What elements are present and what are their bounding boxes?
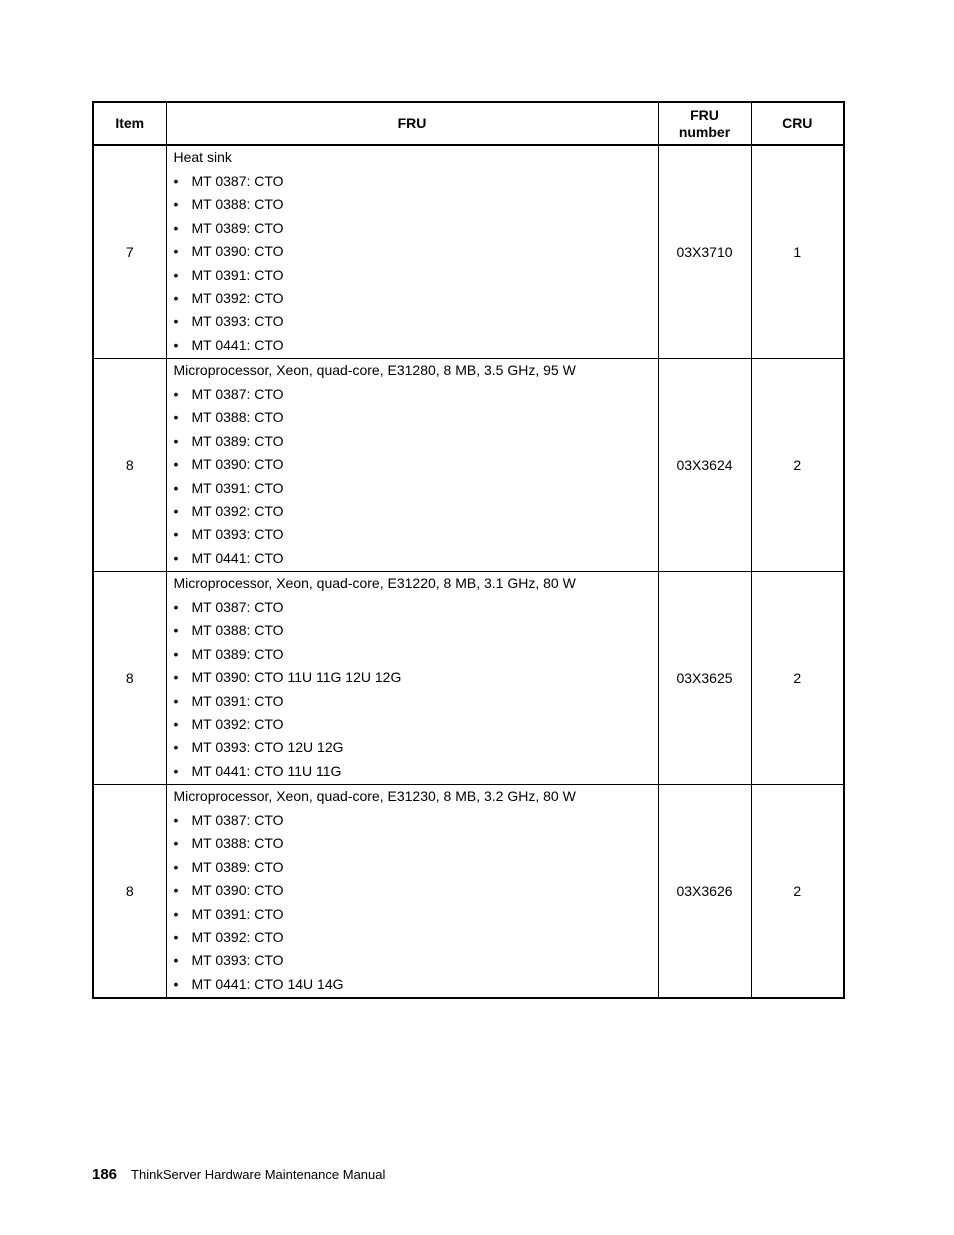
machine-type-text: MT 0388: CTO: [191, 622, 284, 639]
machine-type-text: MT 0393: CTO 12U 12G: [191, 739, 344, 756]
list-item: [174, 523, 654, 546]
machine-type-list: [174, 596, 654, 783]
list-item: [174, 477, 654, 500]
machine-type-text: MT 0389: CTO: [191, 219, 284, 236]
bullet-icon: •: [173, 928, 179, 945]
bullet-icon: •: [173, 952, 179, 969]
machine-type-text: MT 0392: CTO: [191, 289, 284, 306]
parts-table: [92, 101, 845, 999]
bullet-icon: •: [173, 762, 179, 779]
machine-type-text: MT 0391: CTO: [191, 266, 284, 283]
list-item: [174, 547, 654, 570]
machine-type-list: [174, 809, 654, 996]
machine-type-text: MT 0389: CTO: [191, 432, 284, 449]
bullet-icon: •: [173, 975, 179, 992]
table-row: [93, 785, 844, 999]
list-item: [174, 287, 654, 310]
list-item: [174, 240, 654, 263]
list-item: [174, 926, 654, 949]
fru-description: Microprocessor, Xeon, quad-core, E31230, 8 MB, 3.2 GHz, 80 W: [173, 788, 576, 804]
machine-type-text: MT 0390: CTO 11U 11G 12U 12G: [191, 669, 402, 686]
machine-type-list: [174, 383, 654, 570]
cell-fru-number: 03X3624: [658, 359, 751, 572]
machine-type-text: MT 0388: CTO: [191, 409, 284, 426]
cell-fru: [166, 572, 658, 785]
bullet-icon: •: [173, 739, 179, 756]
header-fru-number-line1: FRU: [690, 106, 719, 123]
bullet-icon: •: [173, 835, 179, 852]
machine-type-text: MT 0389: CTO: [191, 858, 284, 875]
list-item: [174, 856, 654, 879]
list-item: [174, 383, 654, 406]
list-item: [174, 949, 654, 972]
list-item: [174, 217, 654, 240]
list-item: [174, 973, 654, 996]
list-item: [174, 596, 654, 619]
machine-type-text: MT 0441: CTO 14U 14G: [191, 975, 344, 992]
machine-type-text: MT 0387: CTO: [191, 386, 284, 402]
machine-type-text: MT 0387: CTO: [191, 599, 284, 615]
bullet-icon: •: [173, 549, 179, 566]
list-item: [174, 760, 654, 783]
header-fru: FRU: [166, 102, 658, 145]
header-item: Item: [93, 102, 166, 145]
bullet-icon: •: [173, 243, 179, 260]
machine-type-text: MT 0388: CTO: [191, 196, 284, 213]
cell-fru: [166, 145, 658, 359]
manual-title: ThinkServer Hardware Maintenance Manual: [131, 1167, 386, 1182]
cell-fru: [166, 359, 658, 572]
page-footer: [92, 1165, 385, 1185]
machine-type-text: MT 0389: CTO: [191, 645, 284, 662]
machine-type-text: MT 0391: CTO: [191, 905, 284, 922]
bullet-icon: •: [173, 599, 179, 615]
machine-type-text: MT 0441: CTO 11U 11G: [191, 762, 342, 779]
list-item: [174, 879, 654, 902]
cell-fru-number: 03X3625: [658, 572, 751, 785]
bullet-icon: •: [173, 812, 179, 828]
bullet-icon: •: [173, 173, 179, 189]
bullet-icon: •: [173, 336, 179, 353]
bullet-icon: •: [173, 196, 179, 213]
cell-item: 8: [93, 359, 166, 572]
machine-type-text: MT 0391: CTO: [191, 479, 284, 496]
bullet-icon: •: [173, 432, 179, 449]
cell-cru: 2: [751, 785, 844, 999]
list-item: [174, 619, 654, 642]
machine-type-text: MT 0390: CTO: [191, 243, 284, 260]
bullet-icon: •: [173, 526, 179, 543]
bullet-icon: •: [173, 669, 179, 686]
list-item: [174, 193, 654, 216]
bullet-icon: •: [173, 692, 179, 709]
bullet-icon: •: [173, 622, 179, 639]
table-row: [93, 145, 844, 359]
bullet-icon: •: [173, 715, 179, 732]
list-item: [174, 430, 654, 453]
machine-type-text: MT 0388: CTO: [191, 835, 284, 852]
list-item: [174, 666, 654, 689]
machine-type-text: MT 0391: CTO: [191, 692, 284, 709]
bullet-icon: •: [173, 502, 179, 519]
page-number: 186: [92, 1166, 118, 1183]
bullet-icon: •: [173, 289, 179, 306]
list-item: [174, 903, 654, 926]
bullet-icon: •: [173, 479, 179, 496]
bullet-icon: •: [173, 386, 179, 402]
cell-fru-number: 03X3626: [658, 785, 751, 999]
machine-type-text: MT 0390: CTO: [191, 456, 284, 473]
cell-fru-number: 03X3710: [658, 145, 751, 359]
bullet-icon: •: [173, 266, 179, 283]
machine-type-text: MT 0441: CTO: [191, 549, 284, 566]
cell-cru: 2: [751, 572, 844, 785]
machine-type-text: MT 0387: CTO: [191, 812, 284, 828]
header-fru-number: [658, 102, 751, 145]
header-fru-number-line2: number: [678, 123, 731, 140]
machine-type-text: MT 0393: CTO: [191, 952, 284, 969]
machine-type-text: MT 0392: CTO: [191, 928, 284, 945]
list-item: [174, 690, 654, 713]
list-item: [174, 643, 654, 666]
list-item: [174, 334, 654, 357]
list-item: [174, 500, 654, 523]
bullet-icon: •: [173, 456, 179, 473]
cell-item: 7: [93, 145, 166, 359]
list-item: [174, 264, 654, 287]
list-item: [174, 832, 654, 855]
bullet-icon: •: [173, 313, 179, 330]
table-row: [93, 572, 844, 785]
bullet-icon: •: [173, 858, 179, 875]
table-row: [93, 359, 844, 572]
list-item: [174, 453, 654, 476]
bullet-icon: •: [173, 409, 179, 426]
list-item: [174, 170, 654, 193]
bullet-icon: •: [173, 645, 179, 662]
bullet-icon: •: [173, 905, 179, 922]
cell-item: 8: [93, 572, 166, 785]
list-item: [174, 310, 654, 333]
fru-description: Microprocessor, Xeon, quad-core, E31280, 8 MB, 3.5 GHz, 95 W: [173, 362, 576, 378]
bullet-icon: •: [173, 882, 179, 899]
machine-type-text: MT 0393: CTO: [191, 313, 284, 330]
table-header-row: [93, 102, 844, 145]
machine-type-text: MT 0392: CTO: [191, 715, 284, 732]
list-item: [174, 713, 654, 736]
machine-type-text: MT 0387: CTO: [191, 173, 284, 189]
cell-fru: [166, 785, 658, 999]
machine-type-text: MT 0393: CTO: [191, 526, 284, 543]
list-item: [174, 809, 654, 832]
cell-item: 8: [93, 785, 166, 999]
fru-description: Heat sink: [173, 149, 232, 165]
header-cru: CRU: [751, 102, 844, 145]
list-item: [174, 406, 654, 429]
cell-cru: 1: [751, 145, 844, 359]
machine-type-text: MT 0392: CTO: [191, 502, 284, 519]
machine-type-text: MT 0390: CTO: [191, 882, 284, 899]
machine-type-list: [174, 170, 654, 357]
bullet-icon: •: [173, 219, 179, 236]
machine-type-text: MT 0441: CTO: [191, 336, 284, 353]
fru-description: Microprocessor, Xeon, quad-core, E31220, 8 MB, 3.1 GHz, 80 W: [173, 575, 576, 591]
cell-cru: 2: [751, 359, 844, 572]
list-item: [174, 736, 654, 759]
